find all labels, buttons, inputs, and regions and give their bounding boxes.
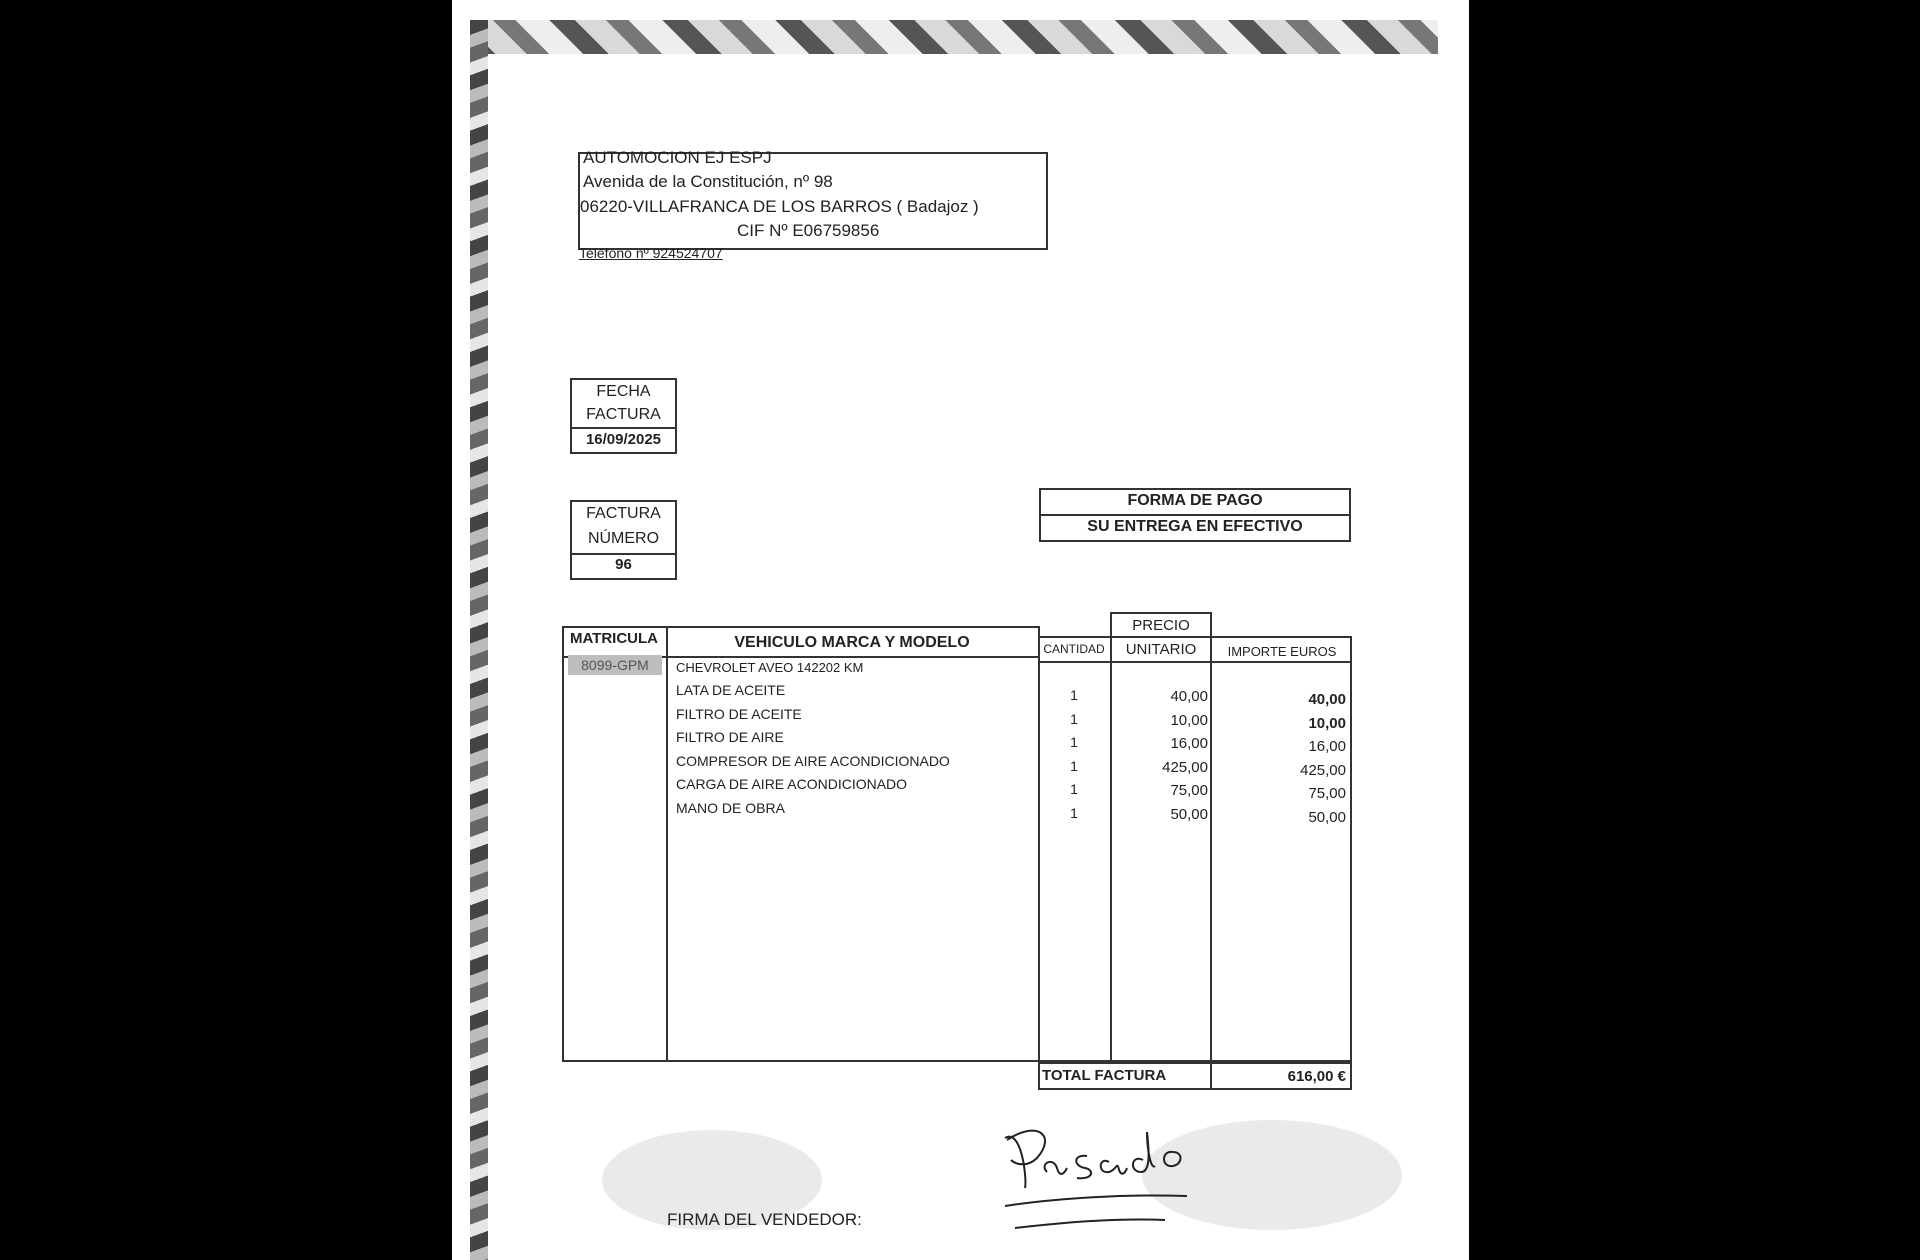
item-quantity: 1 xyxy=(1070,710,1078,727)
item-quantity: 1 xyxy=(1070,781,1078,797)
item-quantity: 1 xyxy=(1070,687,1078,703)
scan-border-left xyxy=(470,20,488,1260)
item-amount: 75,00 xyxy=(1308,785,1346,802)
handwritten-signature xyxy=(997,1110,1227,1240)
invoice-date-value: 16/09/2025 xyxy=(585,431,662,448)
item-quantity: 1 xyxy=(1070,734,1078,750)
header-unit-2: UNITARIO xyxy=(1125,641,1197,658)
payment-label: FORMA DE PAGO xyxy=(1127,492,1263,509)
item-amount: 16,00 xyxy=(1308,738,1346,755)
item-description: MANO DE OBRA xyxy=(676,799,785,816)
company-name: AUTOMOCION EJ ESPJ xyxy=(583,148,772,167)
divider xyxy=(570,553,677,555)
item-unit-price: 16,00 xyxy=(1170,735,1208,752)
item-quantity: 1 xyxy=(1070,757,1078,774)
header-amount: IMPORTE EUROS xyxy=(1227,644,1337,659)
divider xyxy=(1039,514,1351,516)
item-unit-price: 10,00 xyxy=(1170,711,1208,729)
item-unit-price: 75,00 xyxy=(1170,782,1208,799)
table-left-block xyxy=(562,626,1040,1062)
item-amount: 40,00 xyxy=(1308,691,1346,708)
invoice-date-label-1: FECHA xyxy=(596,383,651,400)
item-description: CARGA DE AIRE ACONDICIONADO xyxy=(676,776,908,792)
signature-label: FIRMA DEL VENDEDOR: xyxy=(667,1210,862,1229)
header-divider xyxy=(1038,661,1352,663)
item-unit-price: 425,00 xyxy=(1162,758,1208,776)
total-label: TOTAL FACTURA xyxy=(1042,1067,1167,1084)
column-divider xyxy=(666,626,668,1062)
item-unit-price: 50,00 xyxy=(1170,805,1208,823)
invoice-number-label-1: FACTURA xyxy=(586,505,661,522)
item-quantity: 1 xyxy=(1070,804,1078,821)
divider xyxy=(570,427,677,429)
scan-border-top xyxy=(470,20,1438,54)
item-amount: 50,00 xyxy=(1308,808,1346,826)
header-plate: MATRICULA xyxy=(569,630,659,647)
unit-price-column xyxy=(1110,612,1212,1062)
company-phone: Teléfono nº 924524707 xyxy=(579,245,723,261)
item-description: FILTRO DE AIRE xyxy=(676,729,784,745)
invoice-number-label-2: NÚMERO xyxy=(587,530,660,547)
invoice-number-value: 96 xyxy=(615,556,632,573)
item-unit-price: 40,00 xyxy=(1170,688,1208,705)
item-description: LATA DE ACEITE xyxy=(676,682,786,698)
vehicle-description: CHEVROLET AVEO 142202 KM xyxy=(676,660,864,675)
payment-value: SU ENTREGA EN EFECTIVO xyxy=(1087,518,1303,535)
company-address: Avenida de la Constitución, nº 98 xyxy=(583,172,833,191)
total-value: 616,00 € xyxy=(1287,1068,1346,1085)
header-qty: CANTIDAD xyxy=(1043,642,1105,656)
header-vehicle: VEHICULO MARCA Y MODELO xyxy=(734,634,970,651)
company-cif: CIF Nº E06759856 xyxy=(737,221,880,240)
item-amount: 10,00 xyxy=(1308,714,1346,732)
item-description: FILTRO DE ACEITE xyxy=(676,705,802,722)
header-unit-1: PRECIO xyxy=(1132,617,1190,634)
invoice-page xyxy=(452,0,1469,1260)
company-city: 06220-VILLAFRANCA DE LOS BARROS ( Badajoz ) xyxy=(580,197,979,216)
item-description: COMPRESOR DE AIRE ACONDICIONADO xyxy=(676,752,950,769)
item-amount: 425,00 xyxy=(1300,761,1346,779)
plate-value: 8099-GPM xyxy=(568,655,662,675)
invoice-date-label-2: FACTURA xyxy=(586,406,661,423)
